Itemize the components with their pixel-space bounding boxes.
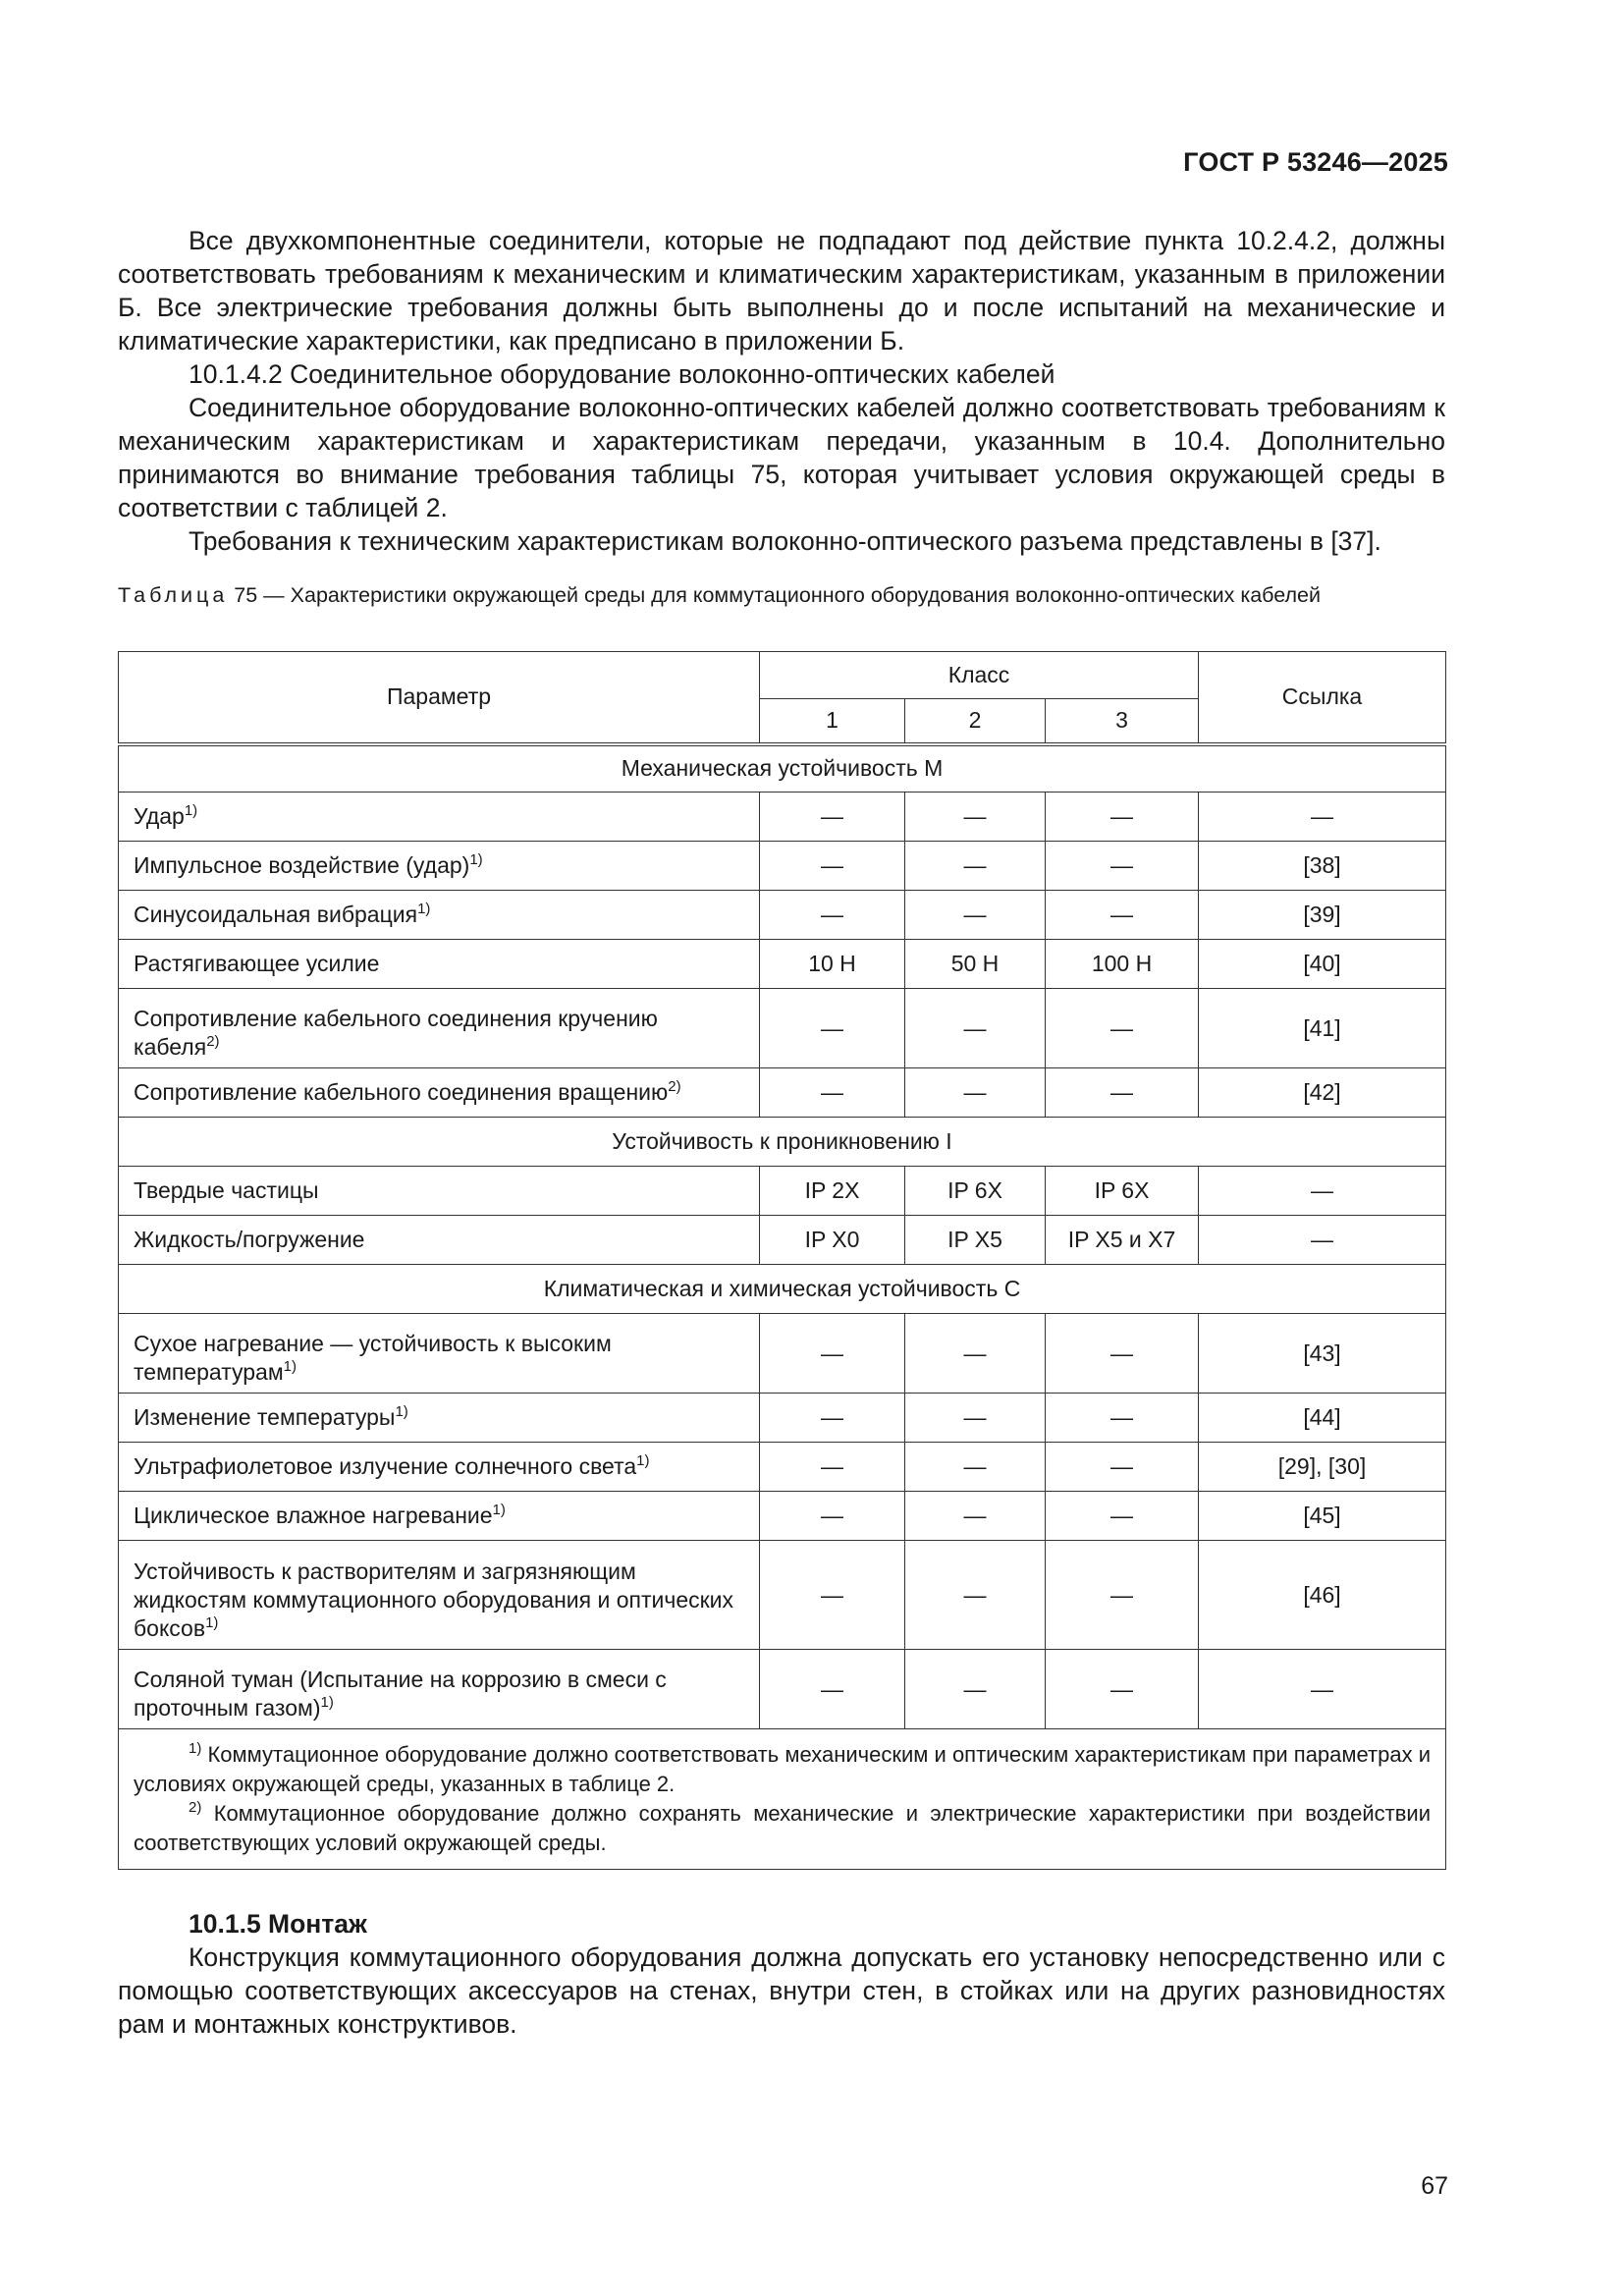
class-2-cell: —	[905, 1541, 1046, 1650]
param-text: Сухое нагревание — устойчивость к высоким температурам	[134, 1331, 612, 1385]
header-param: Параметр	[119, 652, 760, 744]
class-3-cell: —	[1046, 989, 1199, 1068]
param-text: Растягивающее усилие	[134, 951, 380, 976]
ref-cell: —	[1199, 1216, 1446, 1265]
class-2-cell: —	[905, 1394, 1046, 1443]
footnote-ref: 1)	[205, 1613, 219, 1631]
param-cell	[119, 940, 760, 989]
class-1-cell: —	[760, 891, 905, 940]
class-2-cell: —	[905, 1650, 1046, 1729]
param-cell	[119, 1541, 760, 1650]
table-row	[119, 940, 1446, 989]
param-cell	[119, 1216, 760, 1265]
ref-cell: [44]	[1199, 1394, 1446, 1443]
class-1-cell: 10 Н	[760, 940, 905, 989]
footnote-ref: 1)	[469, 851, 483, 868]
table-notes	[119, 1729, 1446, 1870]
ref-cell: [38]	[1199, 842, 1446, 891]
environment-table	[118, 651, 1446, 1870]
footnote-text: Коммутационное оборудование должно сохранять механические и электрические характеристики при воздействии соответствующих условий окружающей среды.	[134, 1801, 1432, 1855]
table-row	[119, 989, 1446, 1068]
table-caption-label: Таблица	[118, 583, 229, 607]
class-1-cell: —	[760, 1541, 905, 1650]
intro-paragraph-4: Требования к техническим характеристикам волоконно-оптического разъема представлены в [37].	[189, 526, 1381, 556]
param-text: Изменение температуры	[134, 1404, 396, 1430]
table-caption	[118, 581, 1445, 610]
class-3-cell: —	[1046, 1394, 1199, 1443]
footnote-ref: 1)	[417, 901, 431, 917]
class-3-cell: —	[1046, 1541, 1199, 1650]
param-cell	[119, 891, 760, 940]
param-cell	[119, 842, 760, 891]
class-2-cell: —	[905, 1068, 1046, 1118]
table-row	[119, 891, 1446, 940]
param-text: Соляной туман (Испытание на коррозию в смеси с проточным газом)	[134, 1667, 667, 1721]
ref-cell: [41]	[1199, 989, 1446, 1068]
param-cell	[119, 1492, 760, 1541]
class-2-cell: —	[905, 989, 1046, 1068]
class-2-cell: —	[905, 1492, 1046, 1541]
class-3-cell: —	[1046, 1068, 1199, 1118]
table-row	[119, 842, 1446, 891]
group-title: Устойчивость к проникновению I	[119, 1118, 1446, 1167]
class-1-cell: IP X0	[760, 1216, 905, 1265]
class-3-cell: —	[1046, 1443, 1199, 1492]
footnote	[134, 1740, 1431, 1799]
intro-paragraph-3: Соединительное оборудование волоконно-оптических кабелей должно соответствовать требованиям к механическим характеристикам и характеристикам передачи, указанным в 10.4. Дополнительно принимаются во внимание требования таблицы 75, которая учитывает условия окружающей среды в соответствии с таблицей 2.	[118, 393, 1445, 522]
table-row	[119, 1492, 1446, 1541]
footnote-marker: 2)	[189, 1799, 202, 1816]
class-2-cell: IP X5	[905, 1216, 1046, 1265]
class-2-cell: IP 6X	[905, 1167, 1046, 1216]
param-text: Твердые частицы	[134, 1177, 319, 1203]
param-cell	[119, 793, 760, 842]
table-row	[119, 793, 1446, 842]
footnote-ref: 2)	[668, 1078, 681, 1095]
footnote-marker: 1)	[189, 1740, 202, 1757]
class-3-cell: —	[1046, 793, 1199, 842]
mounting-section	[118, 1907, 1445, 2041]
table-row	[119, 1650, 1446, 1729]
table-row	[119, 1314, 1446, 1394]
class-1-cell: —	[760, 793, 905, 842]
param-text: Сопротивление кабельного соединения кручению кабеля	[134, 1006, 658, 1060]
class-3-cell: IP X5 и X7	[1046, 1216, 1199, 1265]
class-1-cell: —	[760, 1443, 905, 1492]
class-2-cell: —	[905, 793, 1046, 842]
ref-cell: [29], [30]	[1199, 1443, 1446, 1492]
class-2-cell: —	[905, 1314, 1046, 1394]
class-2-cell: 50 Н	[905, 940, 1046, 989]
class-2-cell: —	[905, 842, 1046, 891]
intro-paragraph-1: Все двухкомпонентные соединители, которые не подпадают под действие пункта 10.2.4.2, должны соответствовать требованиям к механическим и климатическим характеристикам, указанным в приложении Б. Все электрические требования должны быть выполнены до и после испытаний на механические и климатические характеристики, как предписано в приложении Б.	[118, 226, 1445, 355]
param-cell	[119, 1443, 760, 1492]
table-row	[119, 1394, 1446, 1443]
class-3-cell: 100 Н	[1046, 940, 1199, 989]
class-1-cell: —	[760, 1394, 905, 1443]
ref-cell: [43]	[1199, 1314, 1446, 1394]
intro-text	[118, 224, 1445, 558]
ref-cell: [45]	[1199, 1492, 1446, 1541]
ref-cell: [46]	[1199, 1541, 1446, 1650]
class-1-cell: —	[760, 842, 905, 891]
footnote	[134, 1799, 1431, 1858]
ref-cell: —	[1199, 1167, 1446, 1216]
class-3-cell: —	[1046, 1650, 1199, 1729]
param-cell	[119, 989, 760, 1068]
param-cell	[119, 1394, 760, 1443]
class-1-cell: —	[760, 1068, 905, 1118]
footnote-ref: 2)	[206, 1033, 220, 1050]
footnote-ref: 1)	[492, 1502, 506, 1518]
class-2-cell: —	[905, 891, 1046, 940]
ref-cell: [39]	[1199, 891, 1446, 940]
class-1-cell: —	[760, 1314, 905, 1394]
param-text: Ультрафиолетовое излучение солнечного света	[134, 1453, 637, 1479]
mounting-heading: 10.1.5 Монтаж	[189, 1909, 367, 1939]
ref-cell: —	[1199, 793, 1446, 842]
page-number: 67	[1421, 2172, 1448, 2200]
ref-cell: [42]	[1199, 1068, 1446, 1118]
class-3-cell: —	[1046, 1492, 1199, 1541]
param-cell	[119, 1068, 760, 1118]
header-class-1: 1	[760, 699, 905, 744]
footnote-text: Коммутационное оборудование должно соответствовать механическим и оптическим характеристикам при параметрах и условиях окружающей среды, указанных в таблице 2.	[134, 1742, 1432, 1796]
ref-cell: [40]	[1199, 940, 1446, 989]
param-text: Импульсное воздействие (удар)	[134, 852, 470, 878]
class-3-cell: —	[1046, 1314, 1199, 1394]
param-text: Циклическое влажное нагревание	[134, 1503, 493, 1528]
param-cell	[119, 1314, 760, 1394]
group-title: Климатическая и химическая устойчивость С	[119, 1265, 1446, 1314]
table-row	[119, 1167, 1446, 1216]
param-text: Жидкость/погружение	[134, 1227, 365, 1252]
footnote-ref: 1)	[283, 1358, 297, 1375]
class-3-cell: —	[1046, 891, 1199, 940]
class-3-cell: IP 6X	[1046, 1167, 1199, 1216]
param-text: Синусоидальная вибрация	[134, 902, 418, 927]
class-1-cell: IP 2X	[760, 1167, 905, 1216]
footnote-ref: 1)	[184, 802, 198, 819]
mounting-text: Конструкция коммутационного оборудования должна допускать его установку непосредственно или с помощью соответствующих аксессуаров на стенах, внутри стен, в стойках или на других разновидностях рам и монтажных конструктивов.	[118, 1942, 1445, 2039]
class-1-cell: —	[760, 1650, 905, 1729]
param-text: Устойчивость к растворителям и загрязняющим жидкостям коммутационного оборудования и оптических боксов	[134, 1558, 734, 1641]
class-2-cell: —	[905, 1443, 1046, 1492]
group-title: Механическая устойчивость М	[119, 744, 1446, 793]
header-class-3: 3	[1046, 699, 1199, 744]
class-3-cell: —	[1046, 842, 1199, 891]
class-1-cell: —	[760, 989, 905, 1068]
param-cell	[119, 1650, 760, 1729]
header-class-2: 2	[905, 699, 1046, 744]
footnote-ref: 1)	[320, 1694, 334, 1711]
ref-cell: —	[1199, 1650, 1446, 1729]
table-caption-text: 75 — Характеристики окружающей среды для коммутационного оборудования волоконно-оптических кабелей	[228, 583, 1322, 607]
footnote-ref: 1)	[395, 1403, 408, 1420]
header-class: Класс	[760, 652, 1199, 699]
standard-header: ГОСТ Р 53246—2025	[1183, 147, 1448, 177]
class-1-cell: —	[760, 1492, 905, 1541]
param-cell	[119, 1167, 760, 1216]
header-ref: Ссылка	[1199, 652, 1446, 744]
footnote-ref: 1)	[636, 1452, 650, 1469]
subsection-heading: 10.1.4.2 Соединительное оборудование волоконно-оптических кабелей	[189, 359, 1055, 389]
table-row	[119, 1443, 1446, 1492]
table-row	[119, 1068, 1446, 1118]
param-text: Удар	[134, 803, 185, 829]
param-text: Сопротивление кабельного соединения вращению	[134, 1079, 669, 1105]
table-row	[119, 1216, 1446, 1265]
table-row	[119, 1541, 1446, 1650]
